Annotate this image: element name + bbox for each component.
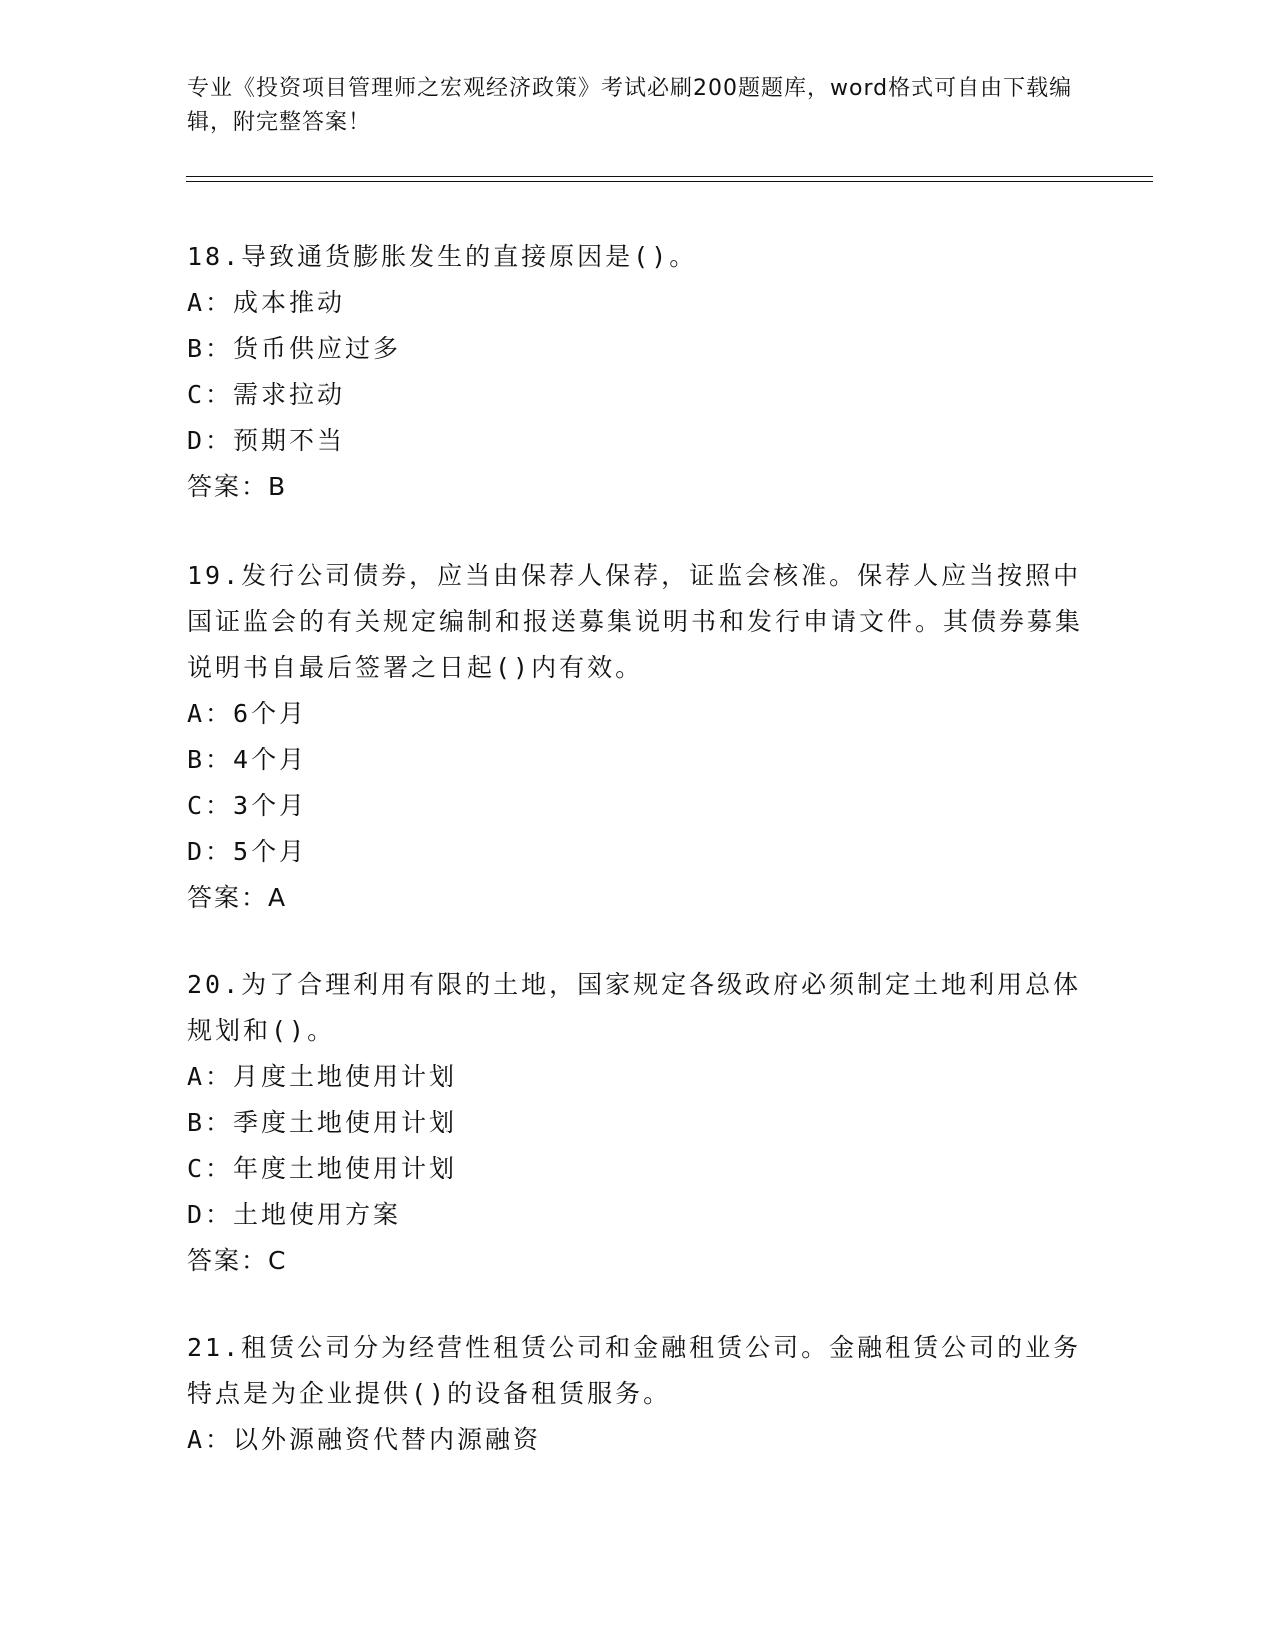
question-19 <box>187 553 1087 921</box>
question-21 <box>187 1325 1087 1463</box>
question-stem: 18.导致通货膨胀发生的直接原因是()。 <box>187 242 698 271</box>
option-c: C：3个月 <box>187 791 308 820</box>
option-d: D：预期不当 <box>187 426 346 455</box>
option-c: C：年度土地使用计划 <box>187 1154 458 1183</box>
option-a: A：月度土地使用计划 <box>187 1062 458 1091</box>
option-a: A：以外源融资代替内源融资 <box>187 1425 542 1454</box>
option-b: B：季度土地使用计划 <box>187 1108 458 1137</box>
option-b: B：货币供应过多 <box>187 334 402 363</box>
option-a: A：6个月 <box>187 699 308 728</box>
option-d: D：土地使用方案 <box>187 1200 402 1229</box>
header-divider <box>186 176 1153 182</box>
question-18 <box>187 234 1087 510</box>
document-header: 专业《投资项目管理师之宏观经济政策》考试必刷200题题库，word格式可自由下载编辑，附完整答案！ <box>187 76 1073 135</box>
question-stem: 20.为了合理利用有限的土地，国家规定各级政府必须制定土地利用总体规划和()。 <box>187 970 1082 1045</box>
answer: 答案：A <box>187 883 288 912</box>
answer: 答案：C <box>187 1246 288 1275</box>
option-c: C：需求拉动 <box>187 380 346 409</box>
option-d: D：5个月 <box>187 837 308 866</box>
option-a: A：成本推动 <box>187 288 346 317</box>
answer: 答案：B <box>187 472 288 501</box>
question-stem: 21.租赁公司分为经营性租赁公司和金融租赁公司。金融租赁公司的业务特点是为企业提供()的设备租赁服务。 <box>187 1333 1082 1408</box>
option-b: B：4个月 <box>187 745 308 774</box>
question-stem: 19.发行公司债券，应当由保荐人保荐，证监会核准。保荐人应当按照中国证监会的有关规定编制和报送募集说明书和发行申请文件。其债券募集说明书自最后签署之日起()内有效。 <box>187 561 1084 682</box>
question-20 <box>187 962 1087 1284</box>
